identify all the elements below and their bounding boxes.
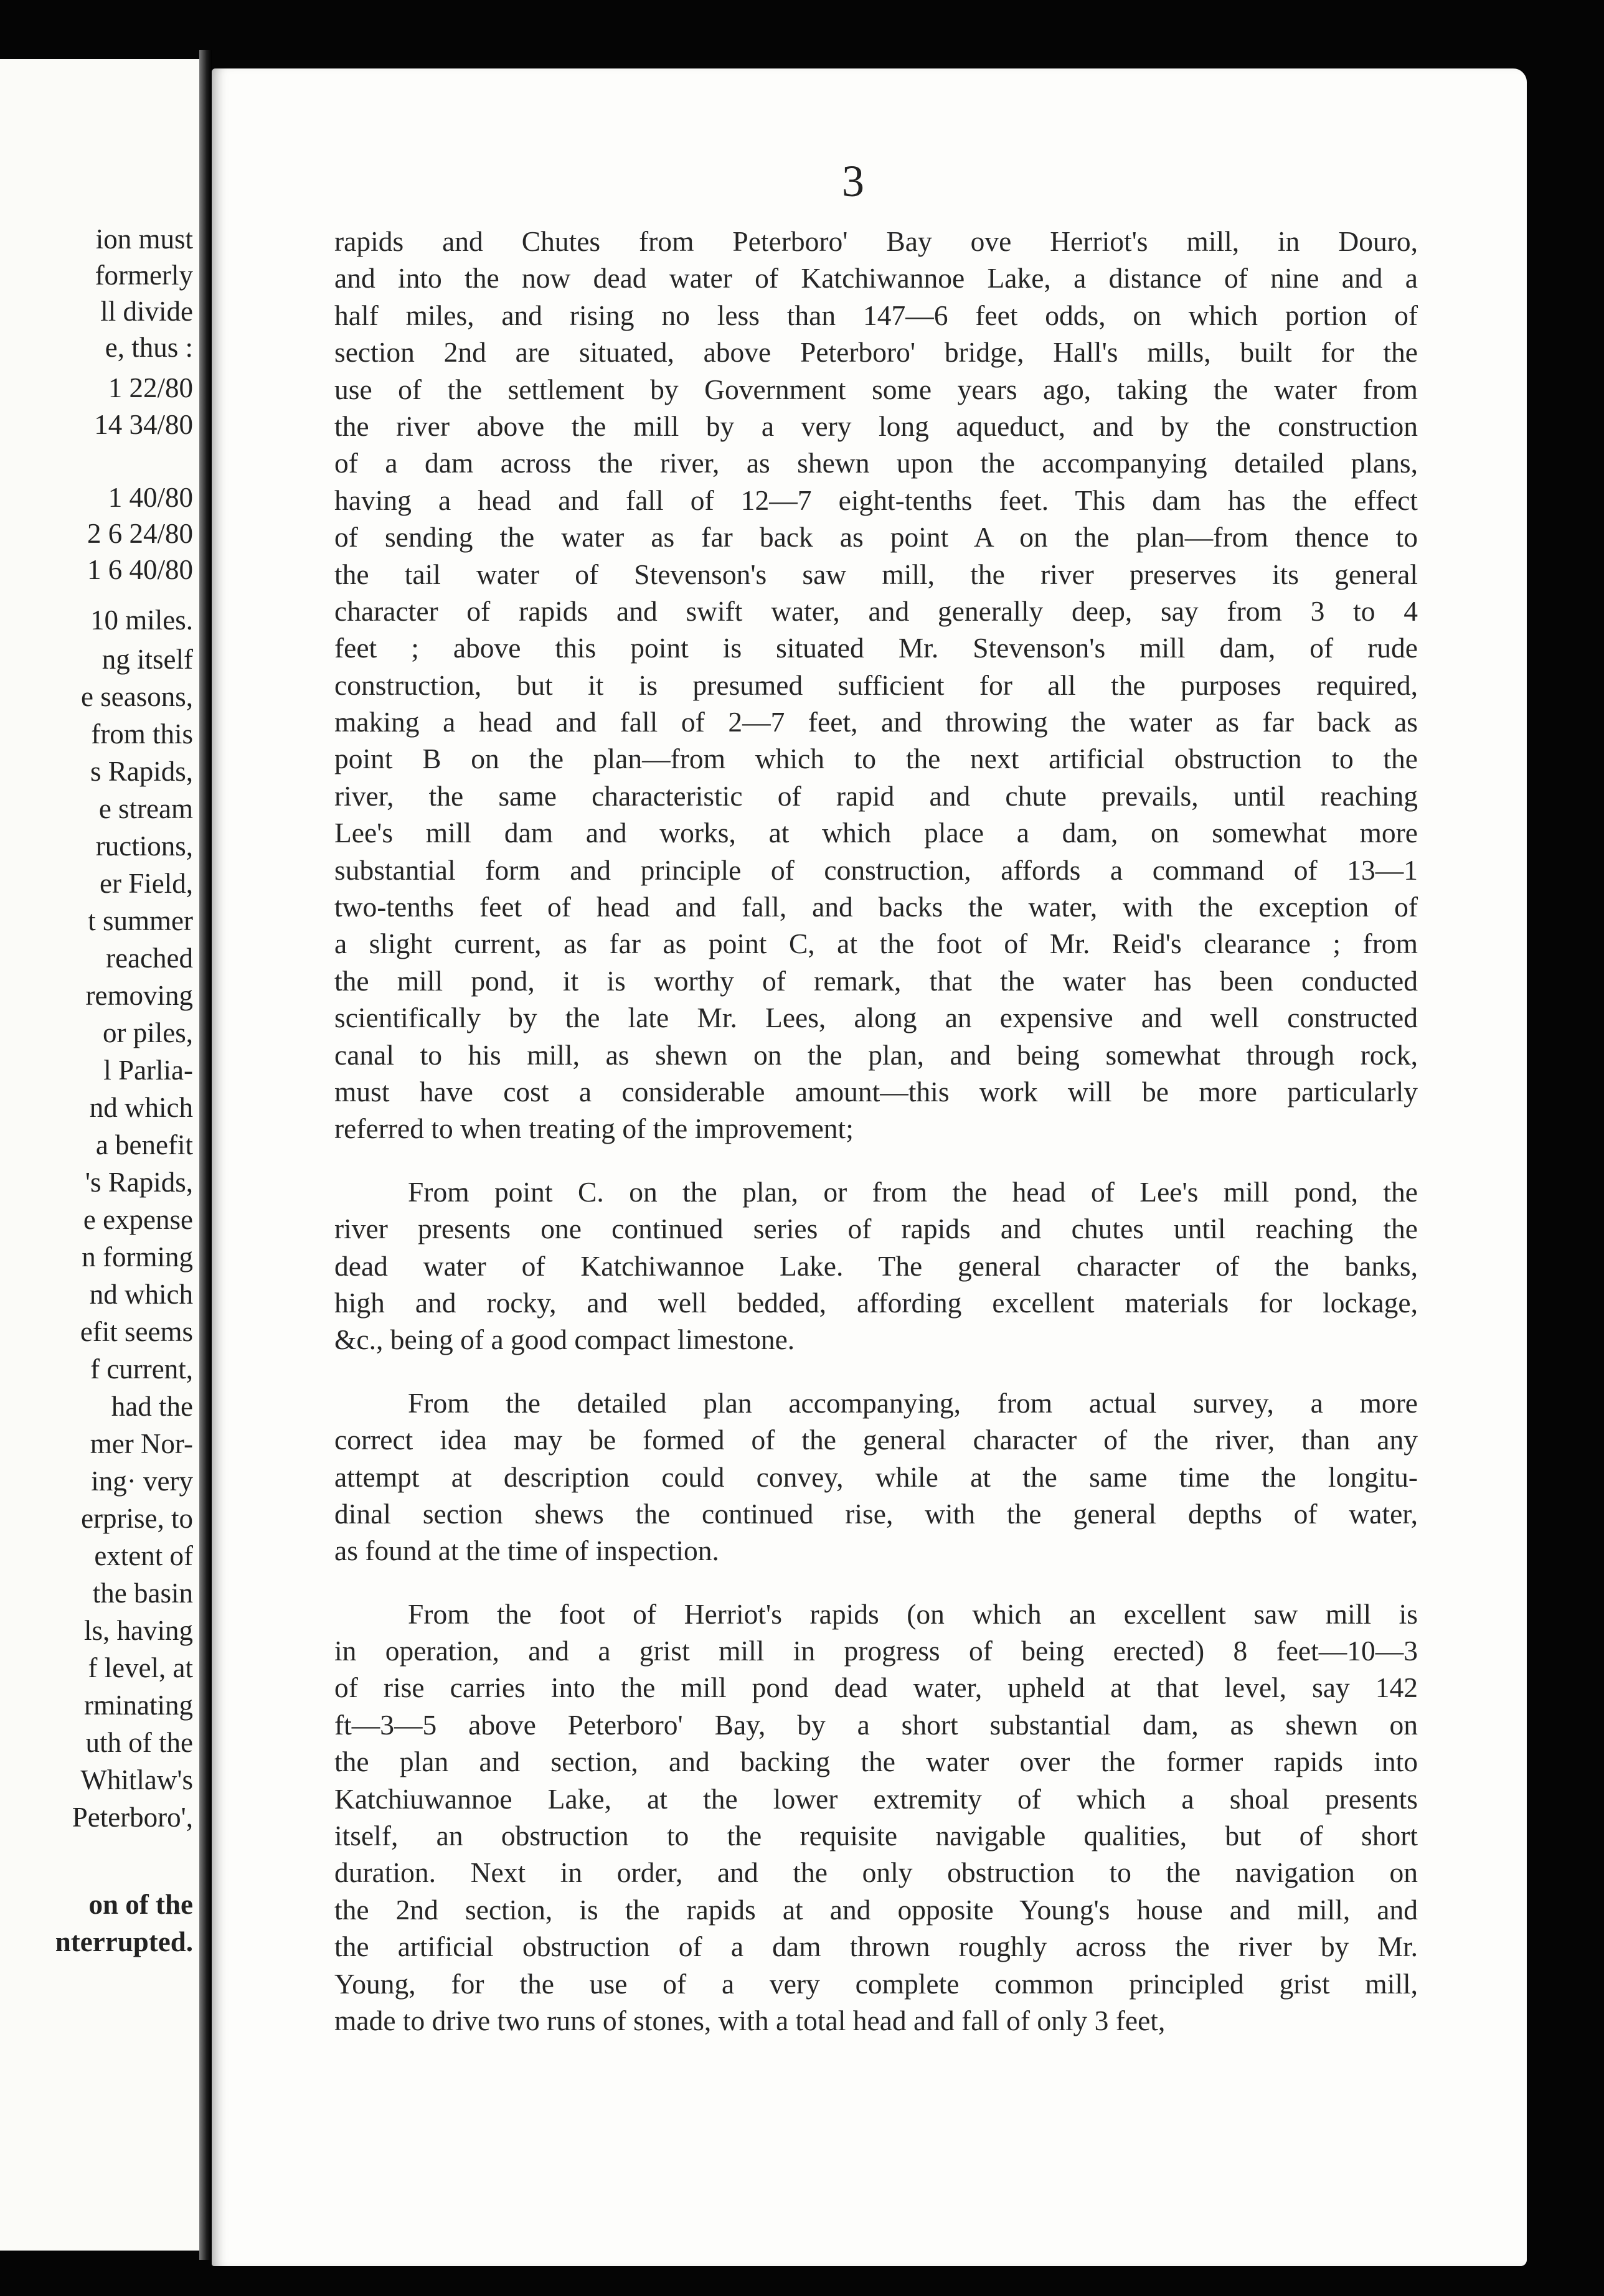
left-page-fragment: ls, having <box>84 1615 193 1646</box>
text-line: the mill pond, it is worthy of remark, that the water has been conducted <box>334 964 1418 997</box>
text-line: itself, an obstruction to the requisite navigable qualities, but of short <box>334 1820 1418 1852</box>
text-line: rapids and Chutes from Peterboro' Bay ove Herriot's mill, in Douro, <box>334 225 1418 257</box>
left-page-fragment: 14 34/80 <box>94 409 193 440</box>
page-number: 3 <box>842 156 864 206</box>
left-page-fragment: formerly <box>95 260 193 291</box>
text-line: attempt at description could convey, while at the same time the longitu- <box>334 1461 1418 1493</box>
left-page-fragment: erprise, to <box>81 1503 193 1534</box>
text-line: high and rocky, and well bedded, affording excellent materials for lockage, <box>334 1286 1418 1319</box>
left-page-fragment: ll divide <box>100 296 193 327</box>
text-line: the tail water of Stevenson's saw mill, the river preserves its general <box>334 558 1418 590</box>
text-line: of a dam across the river, as shewn upon the accompanying detailed plans, <box>334 447 1418 479</box>
text-line: as found at the time of inspection. <box>334 1535 719 1567</box>
left-page-fragment: ion must <box>95 223 193 255</box>
text-line: making a head and fall of 2—7 feet, and throwing the water as far back as <box>334 706 1418 738</box>
text-line: duration. Next in order, and the only obstruction to the navigation on <box>334 1856 1418 1889</box>
text-line: &c., being of a good compact limestone. <box>334 1324 795 1356</box>
left-page-fragment: on of the <box>88 1889 193 1920</box>
text-line: and into the now dead water of Katchiwannoe Lake, a distance of nine and a <box>334 262 1418 294</box>
paragraph-gap <box>334 1358 1418 1385</box>
left-page-fragment: from this <box>91 718 193 750</box>
left-page-fragment: ng itself <box>101 644 193 675</box>
text-line: river presents one continued series of rapids and chutes until reaching the <box>334 1213 1418 1245</box>
text-line: section 2nd are situated, above Peterboro' bridge, Hall's mills, built for the <box>334 336 1418 369</box>
left-page-fragment: er Field, <box>100 868 193 899</box>
text-line: the 2nd section, is the rapids at and opposite Young's house and mill, and <box>334 1893 1418 1926</box>
paragraph-gap <box>334 1147 1418 1174</box>
left-page-fragment: reached <box>106 943 193 974</box>
left-page-fragment: e stream <box>98 793 193 824</box>
paragraph <box>334 1596 1418 2040</box>
left-page-fragment: nterrupted. <box>55 1926 193 1957</box>
text-line: must have cost a considerable amount—this work will be more particularly <box>334 1075 1418 1108</box>
text-line: point B on the plan—from which to the next artificial obstruction to the <box>334 743 1418 775</box>
text-line: the river above the mill by a very long aqueduct, and by the construction <box>334 410 1418 442</box>
text-line: dead water of Katchiwannoe Lake. The general character of the banks, <box>334 1249 1418 1282</box>
paragraph <box>334 223 1418 1147</box>
text-line: dinal section shews the continued rise, with the general depths of water, <box>334 1497 1418 1530</box>
text-line: in operation, and a grist mill in progress of being erected) 8 feet—10—3 <box>334 1635 1418 1667</box>
left-page-fragment: a benefit <box>95 1129 193 1160</box>
text-line: use of the settlement by Government some years ago, taking the water from <box>334 373 1418 405</box>
left-page-fragment: or piles, <box>103 1017 193 1048</box>
text-line: river, the same characteristic of rapid and chute prevails, until reaching <box>334 779 1418 812</box>
left-page-fragment: n forming <box>82 1241 193 1273</box>
text-line: Katchiuwannoe Lake, at the lower extremity of which a shoal presents <box>334 1782 1418 1815</box>
text-line: construction, but it is presumed sufficient for all the purposes required, <box>334 669 1418 701</box>
left-page-fragment: e seasons, <box>81 681 193 712</box>
left-page-fragment: ing· very <box>91 1466 193 1497</box>
text-line: made to drive two runs of stones, with a total head and fall of only 3 feet, <box>334 2004 1166 2036</box>
book-gutter <box>199 50 212 2260</box>
text-line: canal to his mill, as shewn on the plan, and being somewhat through rock, <box>334 1038 1418 1071</box>
text-line: having a head and fall of 12—7 eight-tenths feet. This dam has the effect <box>334 484 1418 516</box>
left-page-fragment: mer Nor- <box>90 1428 193 1459</box>
body-text <box>334 223 1418 2039</box>
text-line: scientifically by the late Mr. Lees, along an expensive and well constructed <box>334 1002 1418 1034</box>
text-line: the artificial obstruction of a dam thrown roughly across the river by Mr. <box>334 1931 1418 1963</box>
text-line: character of rapids and swift water, and generally deep, say from 3 to 4 <box>334 595 1418 627</box>
text-line: a slight current, as far as point C, at the foot of Mr. Reid's clearance ; from <box>334 928 1418 960</box>
paragraph <box>334 1174 1418 1358</box>
right-page <box>212 68 1527 2266</box>
left-page-fragment: efit seems <box>80 1316 193 1347</box>
left-page-fragment: nd which <box>89 1279 193 1310</box>
text-line: substantial form and principle of construction, affords a command of 13—1 <box>334 854 1418 886</box>
left-page-fragment: ructions, <box>95 830 193 862</box>
text-line: referred to when treating of the improvement; <box>334 1113 854 1145</box>
left-page-fragment: rminating <box>84 1690 193 1721</box>
left-page-fragment: 1 22/80 <box>108 372 193 403</box>
left-page-fragment: uth of the <box>85 1727 193 1758</box>
paragraph <box>334 1385 1418 1569</box>
left-page-fragment: had the <box>111 1391 193 1422</box>
text-line: correct idea may be formed of the general character of the river, than any <box>334 1424 1418 1456</box>
left-page-fragment: Peterboro', <box>72 1802 193 1833</box>
text-line: From the foot of Herriot's rapids (on which an excellent saw mill is <box>408 1597 1418 1630</box>
text-line: Lee's mill dam and works, at which place a dam, on somewhat more <box>334 817 1418 849</box>
text-line: of rise carries into the mill pond dead water, upheld at that level, say 142 <box>334 1672 1418 1704</box>
text-line: feet ; above this point is situated Mr. Stevenson's mill dam, of rude <box>334 632 1418 664</box>
text-line: of sending the water as far back as point A on the plan—from thence to <box>334 521 1418 553</box>
left-page-fragment: 1 40/80 <box>108 482 193 513</box>
left-page-fragment: f level, at <box>88 1652 193 1683</box>
text-line: From point C. on the plan, or from the head of Lee's mill pond, the <box>408 1175 1418 1208</box>
left-page-fragment: s Rapids, <box>90 756 193 787</box>
left-page-fragment: extent of <box>94 1540 193 1571</box>
text-line: From the detailed plan accompanying, from actual survey, a more <box>408 1386 1418 1419</box>
left-page-fragment: nd which <box>89 1092 193 1123</box>
left-page-fragment: f current, <box>90 1353 193 1385</box>
left-page-fragment: 's Rapids, <box>85 1167 193 1198</box>
left-page-fragment: removing <box>85 980 193 1011</box>
left-page-fragment: 2 6 24/80 <box>87 518 193 549</box>
text-line: half miles, and rising no less than 147—6 feet odds, on which portion of <box>334 299 1418 331</box>
paragraph-gap <box>334 1569 1418 1596</box>
text-line: Young, for the use of a very complete common principled grist mill, <box>334 1967 1418 2000</box>
left-page-fragment: 10 miles. <box>90 605 193 636</box>
left-page-fragment: Whitlaw's <box>80 1764 193 1795</box>
left-facing-page <box>0 59 199 2251</box>
left-page-fragment: t summer <box>88 905 193 936</box>
left-page-fragment: 1 6 40/80 <box>87 554 193 585</box>
left-page-fragment: e, thus : <box>105 332 193 363</box>
text-line: the plan and section, and backing the water over the former rapids into <box>334 1746 1418 1778</box>
text-line: ft—3—5 above Peterboro' Bay, by a short substantial dam, as shewn on <box>334 1708 1418 1741</box>
left-page-fragment: the basin <box>92 1578 193 1609</box>
text-line: two-tenths feet of head and fall, and backs the water, with the exception of <box>334 891 1418 923</box>
left-page-fragment: l Parlia- <box>103 1055 193 1086</box>
left-page-fragment: e expense <box>83 1204 193 1235</box>
